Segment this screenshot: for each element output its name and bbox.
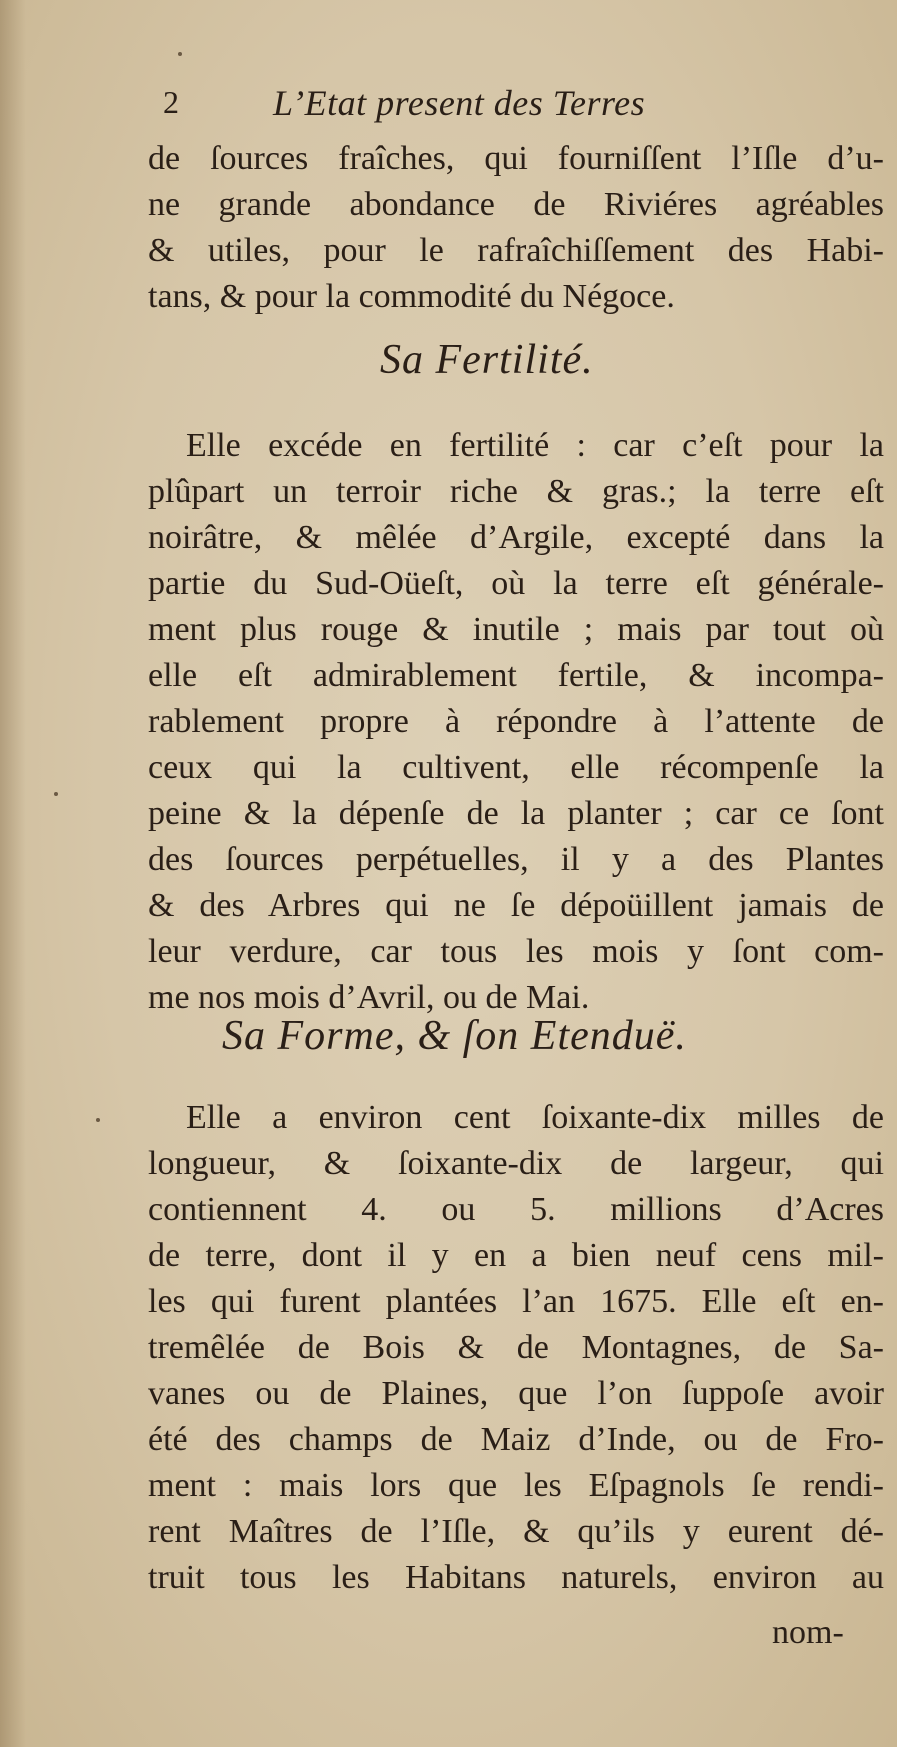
text-line: des ſources perpétuelles, il y a des Plantes — [148, 841, 884, 878]
page-header — [155, 84, 875, 134]
text-line: noirâtre, & mêlée d’Argile, excepté dans la — [148, 519, 884, 556]
text-line: les qui furent plantées l’an 1675. Elle eſt en- — [148, 1283, 884, 1320]
text-line: de ſources fraîches, qui fourniſſent l’Iſle d’u- — [148, 140, 884, 177]
intro-paragraph — [148, 136, 884, 320]
ink-speck — [178, 52, 182, 56]
ink-speck — [54, 792, 58, 796]
text-line: ment : mais lors que les Eſpagnols ſe rendi- — [148, 1467, 884, 1504]
text-line: partie du Sud-Oüeſt, où la terre eſt générale- — [148, 565, 884, 602]
text-line: été des champs de Maiz d’Inde, ou de Fro- — [148, 1421, 884, 1458]
forme-paragraph — [148, 1095, 884, 1601]
fertilite-paragraph — [148, 423, 884, 1021]
text-line: Elle a environ cent ſoixante-dix milles de — [186, 1099, 884, 1136]
text-line: truit tous les Habitans naturels, environ au — [148, 1559, 884, 1596]
text-line: tans, & pour la commodité du Négoce. — [148, 278, 675, 315]
section-heading-forme: Sa Forme, & ſon Etenduë. — [222, 1013, 687, 1059]
section-heading-fertilite: Sa Fertilité. — [380, 337, 594, 383]
text-line: & des Arbres qui ne ſe dépoüillent jamais de — [148, 887, 884, 924]
ink-speck — [96, 1118, 100, 1122]
text-line: de terre, dont il y en a bien neuf cens mil- — [148, 1237, 884, 1274]
running-title: L’Etat present des Terres — [273, 83, 646, 123]
text-line: leur verdure, car tous les mois y ſont com- — [148, 933, 884, 970]
text-line: rablement propre à répondre à l’attente de — [148, 703, 884, 740]
text-line: vanes ou de Plaines, que l’on ſuppoſe avoir — [148, 1375, 884, 1412]
text-line: longueur, & ſoixante-dix de largeur, qui — [148, 1145, 884, 1182]
text-line: plûpart un terroir riche & gras.; la terre eſt — [148, 473, 884, 510]
text-line: Elle excéde en fertilité : car c’eſt pour la — [186, 427, 884, 464]
text-line: peine & la dépenſe de la planter ; car ce ſont — [148, 795, 884, 832]
text-line: contiennent 4. ou 5. millions d’Acres — [148, 1191, 884, 1228]
text-line: tremêlée de Bois & de Montagnes, de Sa- — [148, 1329, 884, 1366]
text-line: ceux qui la cultivent, elle récompenſe la — [148, 749, 884, 786]
text-line: rent Maîtres de l’Iſle, & qu’ils y eurent dé- — [148, 1513, 884, 1550]
text-line: & utiles, pour le rafraîchiſſement des Habi- — [148, 232, 884, 269]
text-line: ment plus rouge & inutile ; mais par tout où — [148, 611, 884, 648]
page-number: 2 — [163, 84, 179, 120]
text-line: elle eſt admirablement fertile, & incompa- — [148, 657, 884, 694]
text-line: me nos mois d’Avril, ou de Mai. — [148, 979, 590, 1016]
text-line: ne grande abondance de Riviéres agréables — [148, 186, 884, 223]
catchword: nom- — [772, 1614, 844, 1651]
